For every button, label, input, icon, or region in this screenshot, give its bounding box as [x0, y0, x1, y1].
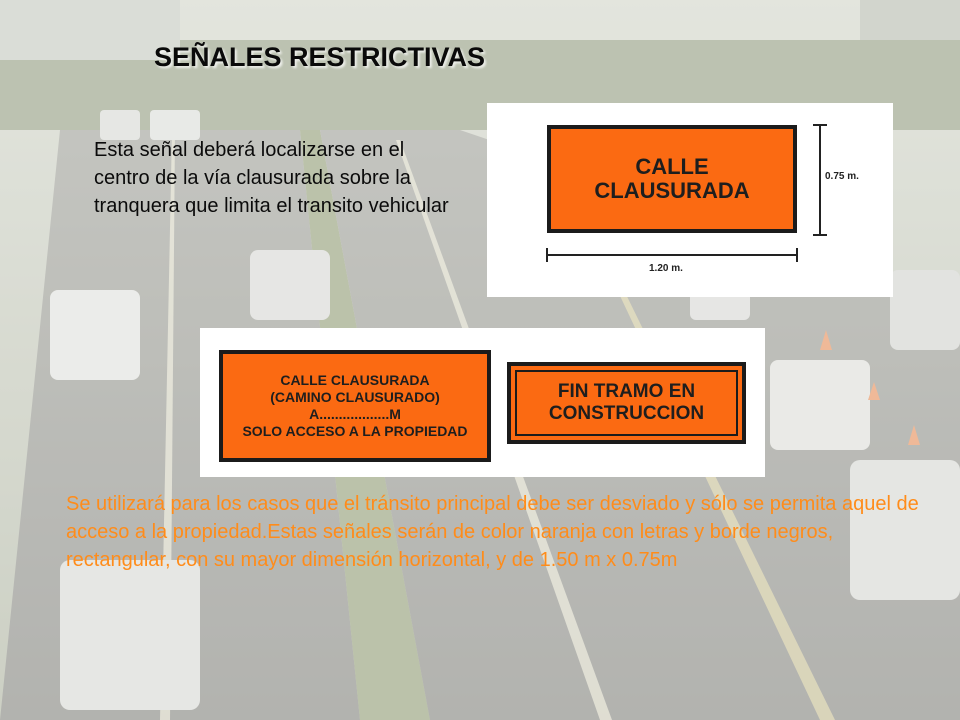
- sign-closed-line2: (CAMINO CLAUSURADO): [270, 389, 440, 405]
- slide-title: SEÑALES RESTRICTIVAS: [154, 42, 486, 72]
- sign-closed-line1: CALLE CLAUSURADA: [280, 372, 430, 388]
- fin-tramo-sign: [507, 362, 746, 444]
- calle-clausurada-sign: [547, 125, 797, 233]
- camino-clausurado-sign: [219, 350, 491, 462]
- additional-signs-panel: [200, 328, 765, 477]
- sign-placement-description: Esta señal deberá localizarse en el centro de la vía clausurada sobre la tranquera que limita el transito vehicular: [94, 139, 449, 217]
- width-dimension-label: 1.20 m.: [649, 263, 683, 274]
- sign-closed-line4: SOLO ACCESO A LA PROPIEDAD: [242, 423, 468, 439]
- height-dimension-label: 0.75 m.: [825, 171, 859, 182]
- sign-end-line1: FIN TRAMO EN: [557, 381, 696, 402]
- calle-clausurada-sign-diagram: [487, 103, 893, 297]
- usage-note: Se utilizará para los casos que el tránsito principal debe ser desviado y sólo se permita aquel de acceso a la propiedad.Estas señales serán de color naranja con letras y borde negros, rectangular, con su mayor dimensión horizontal, y de 1.50 m x 0.75m: [66, 493, 919, 571]
- sign-end-line2: CONSTRUCCION: [548, 403, 705, 424]
- sign-main-line2: CLAUSURADA: [594, 178, 750, 203]
- sign-closed-line3: A..................M: [309, 406, 401, 422]
- sign-main-line1: CALLE: [635, 154, 709, 179]
